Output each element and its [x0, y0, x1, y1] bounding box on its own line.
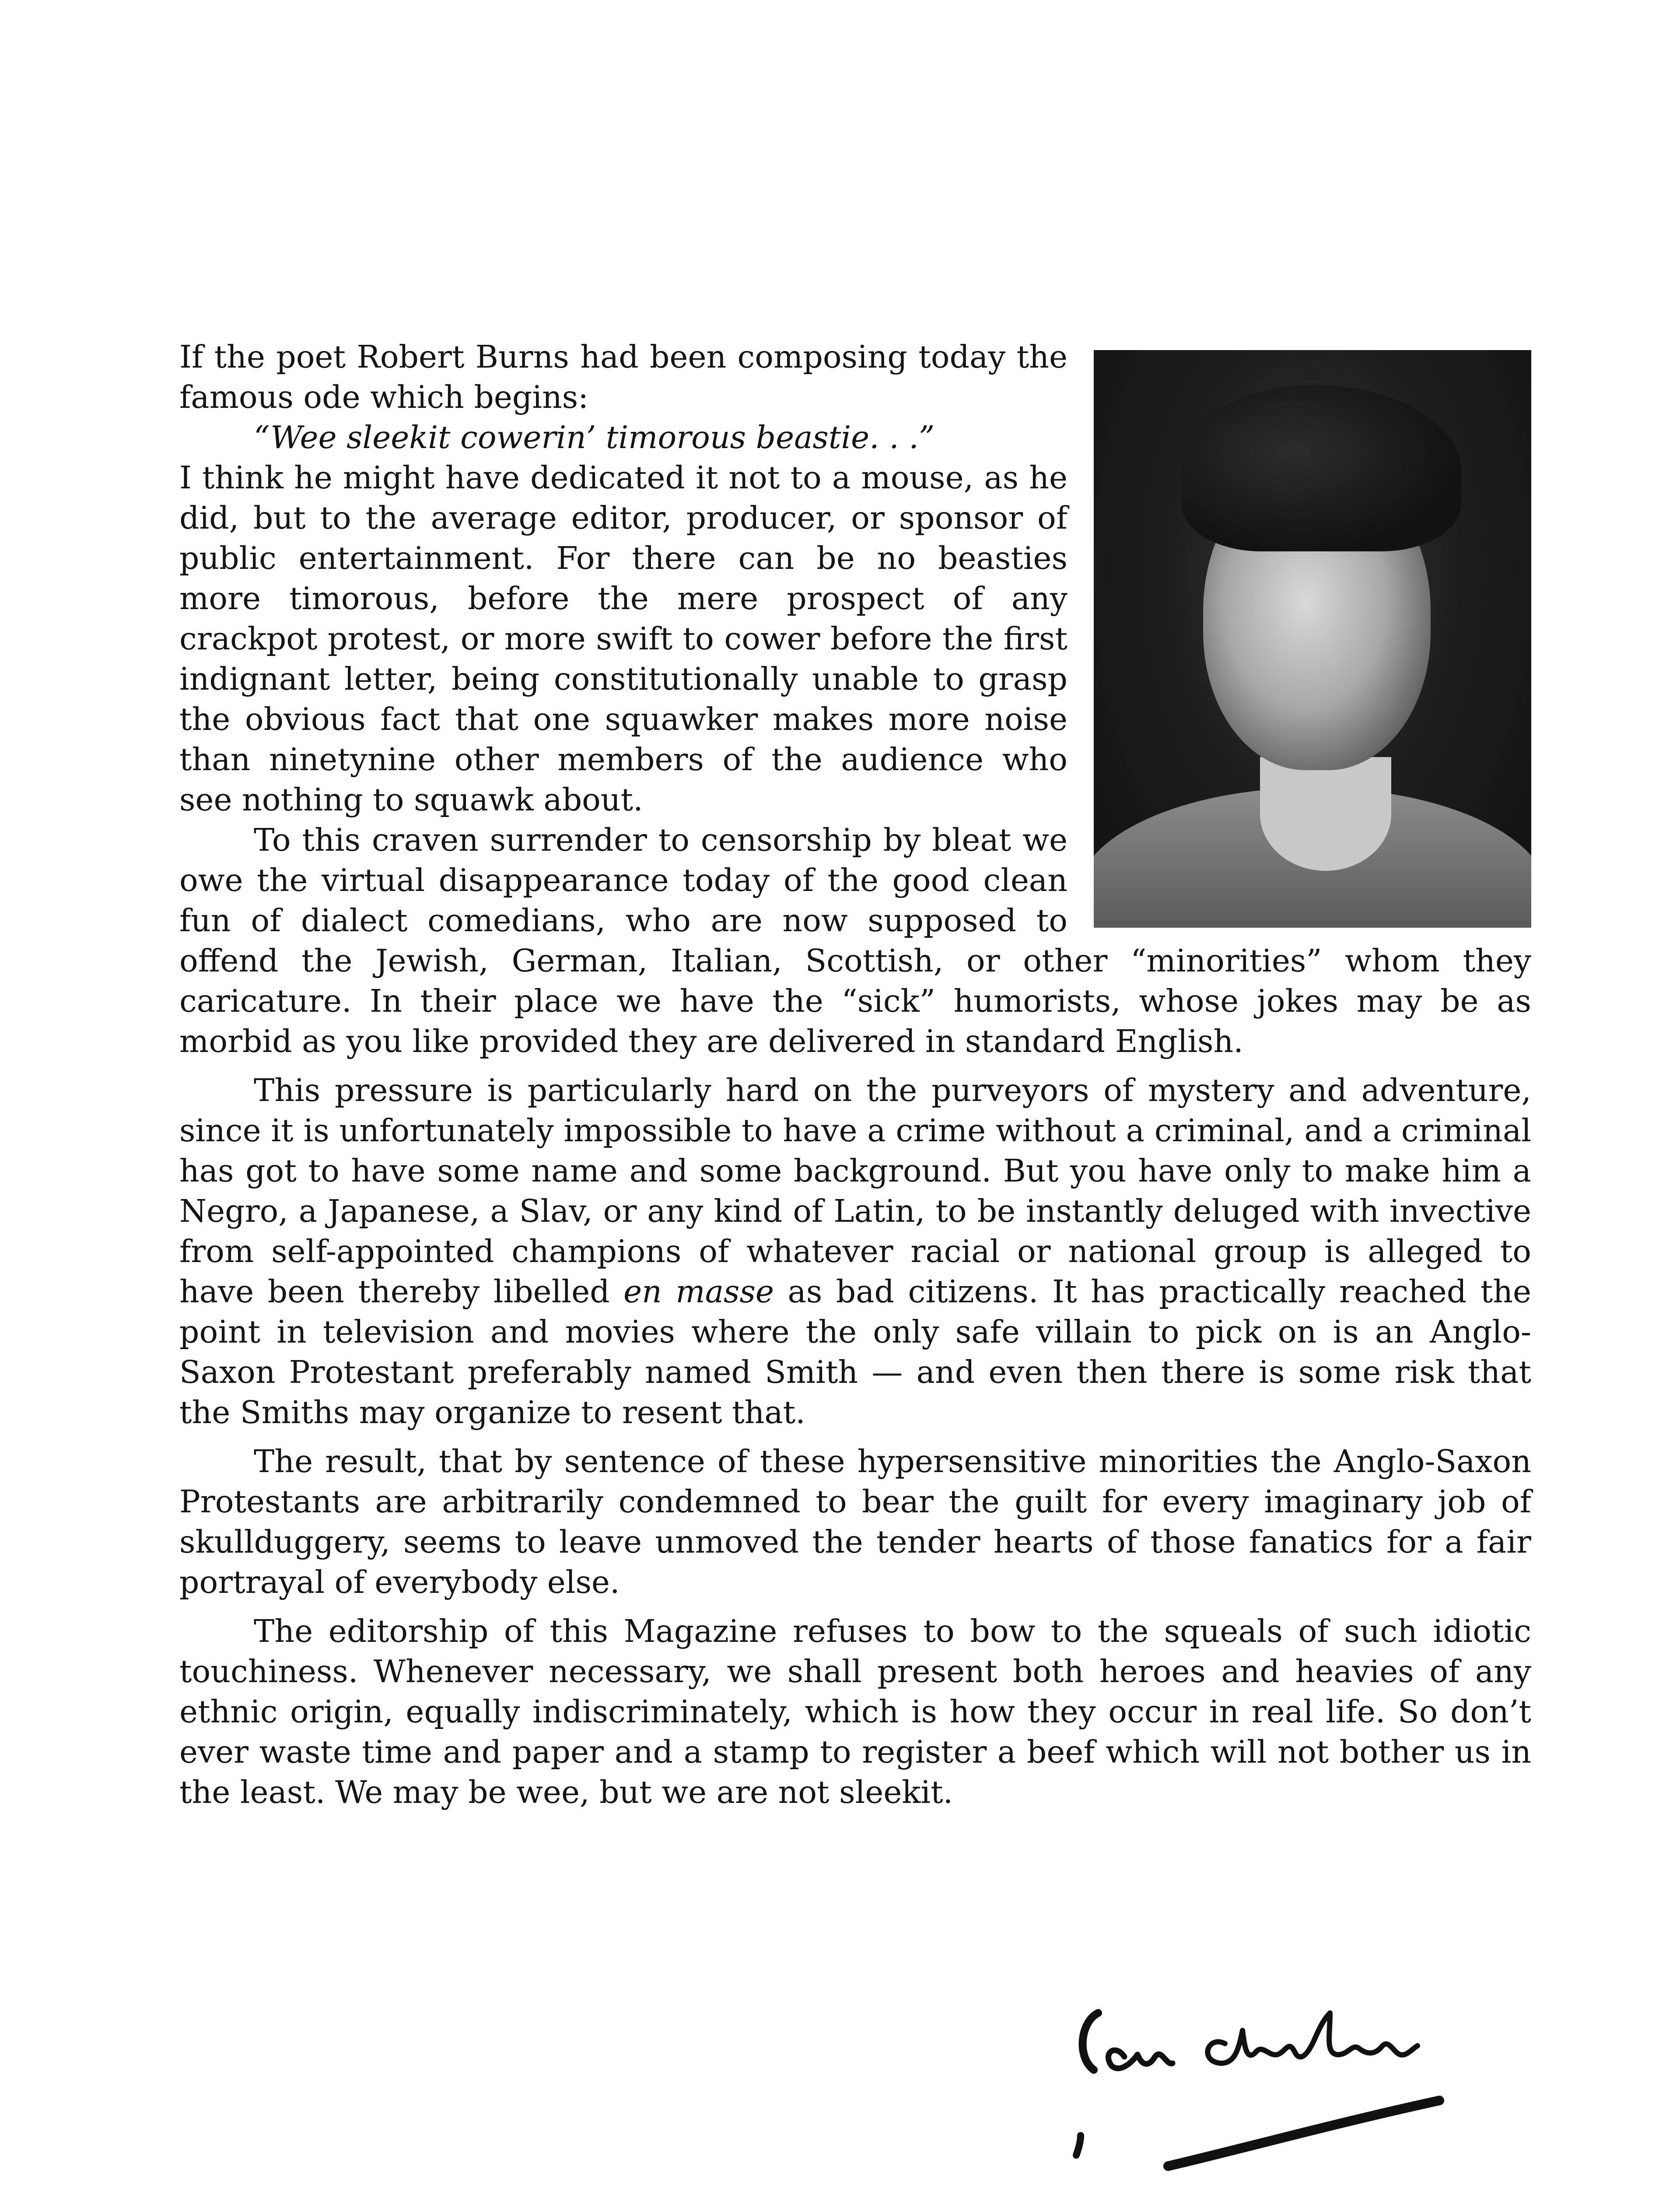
- paragraph-3-part-a: This pressure is particularly hard on the purveyors of mystery and adventure, since it is unfortunately impossible to have a crime without a criminal, and a criminal has got to have some name and some background. But you have only to make him a Negro, a Japanese, a Slav, or any kind of Latin, to be instantly deluged with invective from self-appointed champions of whatever racial or national group is alleged to have been thereby libelled: [179, 1072, 1531, 1310]
- paragraph-3-part-b: as bad citizens. It has practically reached the point in television and movies where the only safe villain to pick on is an Anglo-Saxon Protestant preferably named Smith — and even then there is some risk that the Smiths may organize to resent that.: [179, 1273, 1532, 1431]
- author-portrait-photo: [1094, 350, 1531, 928]
- handwritten-signature: [1068, 2004, 1483, 2188]
- burns-quote: “Wee sleekit cowerin’ timorous beastie. . .”: [254, 419, 935, 456]
- paragraph-3: [179, 1070, 1531, 1433]
- paragraph-5: The editorship of this Magazine refuses to bow to the squeals of such idiotic touchiness. Whenever necessary, we shall present both heroes and heavies of any ethnic origin, equally indiscriminately, which is how they occur in real life. So don’t ever waste time and paper and a stamp to register a beef which will not bother us in the least. We may be wee, but we are not sleekit.: [179, 1613, 1531, 1810]
- paragraph-4: The result, that by sentence of these hypersensitive minorities the Anglo-Saxon Protestants are arbitrarily condemned to bear the guilt for every imaginary job of skullduggery, seems to leave unmoved the tender hearts of those fanatics for a fair portrayal of everybody else.: [179, 1443, 1531, 1600]
- intro-before-quote: If the poet Robert Burns had been composing today the famous ode which begins:: [179, 339, 1068, 415]
- intro-after-quote: I think he might have dedicated it not to a mouse, as he did, but to the average editor, producer, or sponsor of public entertainment. For there can be no beasties more timorous, before the mere prospect of any crackpot protest, or more swift to cower before the first indignant letter, being constitutionally unable to grasp the obvious fact that one squawker makes more noise than ninetynine other members of the audience who see nothing to squawk about.: [179, 459, 1068, 818]
- paragraph-2: To this craven surrender to censorship by bleat we owe the virtual disappearance today of the good clean fun of dialect comedians, who are now supposed to offend the Jewish, German, Italian, Scottish, or other “minorities” whom they caricature. In their place we have the “sick” humorists, whose jokes may be as morbid as you like provided they are delivered in standard English.: [179, 822, 1531, 1059]
- portrait-collar: [1260, 757, 1391, 871]
- editorial-letter: [179, 337, 1531, 1813]
- en-masse-italic: en masse: [623, 1273, 774, 1310]
- portrait-hair: [1181, 385, 1461, 551]
